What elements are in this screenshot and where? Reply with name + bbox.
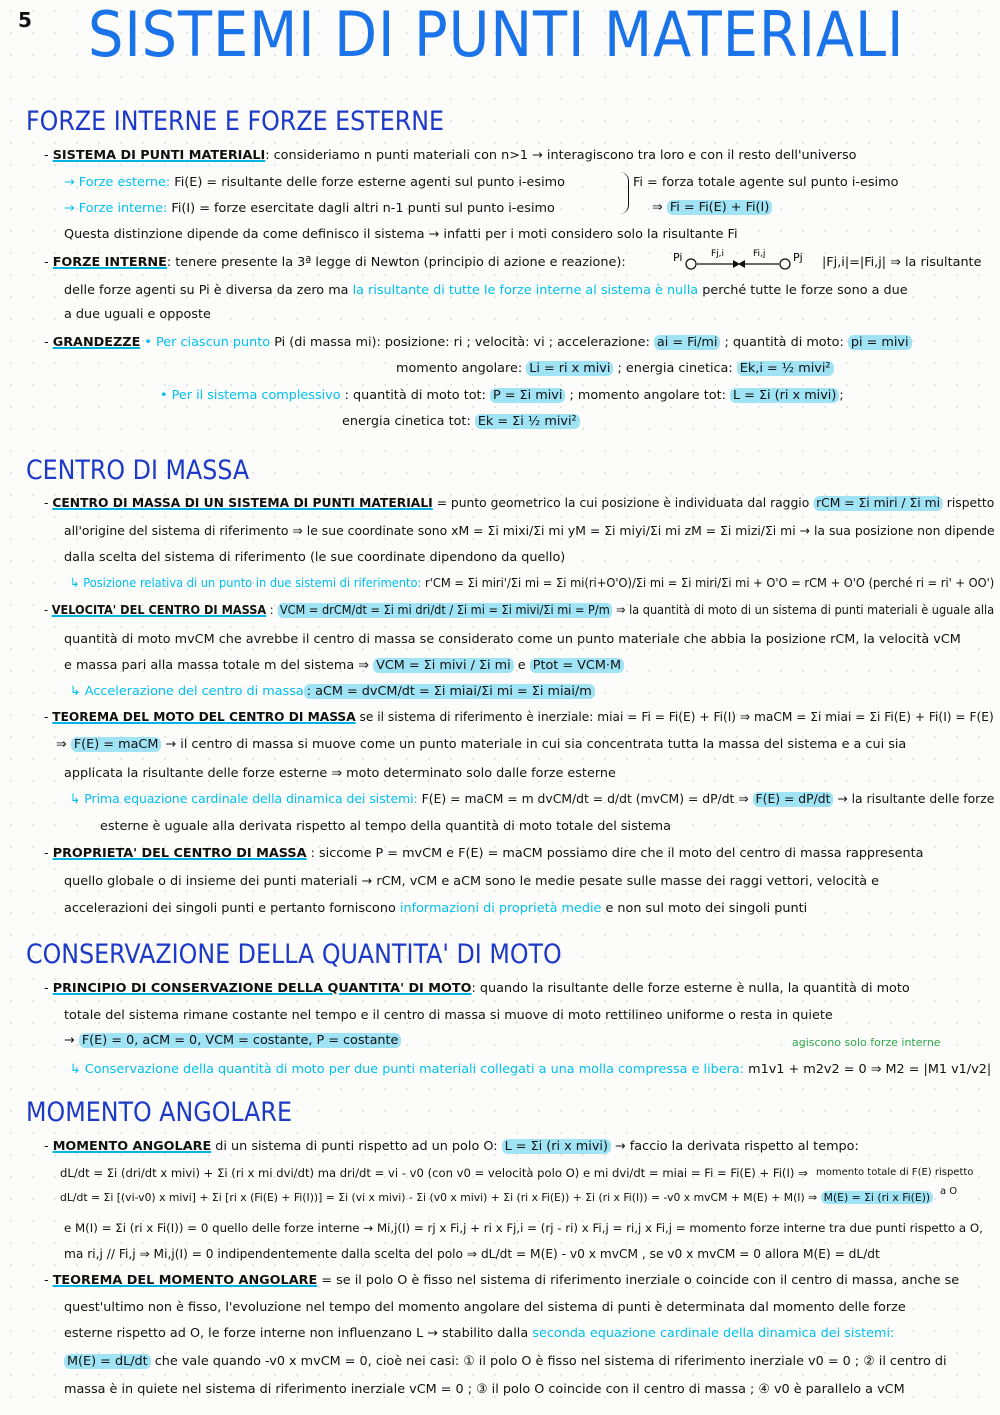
s2-l7-mid: e [517,658,526,673]
s3-l4-text: m1v1 + m2v2 = 0 ⇒ M2 = |M1 v1/v2| [748,1062,992,1077]
s1-l8-text: Pi (di massa mi): posizione: ri ; velocità: vi ; accelerazione: [274,335,650,350]
s1-l11-text: energia cinetica tot: [342,414,471,429]
formula-fe-dpdt: F(E) = dP/dt [753,792,834,807]
formula-vcm: VCM = drCM/dt = Σi mi dri/dt / Σi mi = Σi mivi/Σi mi = P/m [277,603,612,618]
forza-totale-formula [652,198,772,218]
formula-eki: Ek,i = ½ mivi² [737,361,834,376]
diagram-fji-label: Fj,i [711,249,725,259]
s4-l9-text: che vale quando -v0 x mvCM = 0, cioè nei casi: ① il polo O è fisso nel sistema di riferimento inerziale v0 = 0 ; ② il centro di [154,1354,947,1369]
note-forze-interne: agiscono solo forze interne [792,1036,941,1049]
term-teorema-moto-cm: TEOREMA DEL MOTO DEL CENTRO DI MASSA [52,710,356,725]
arrow-fij-head [738,260,745,268]
point-pi [686,259,696,269]
formula-p-tot: P = Σi mivi [490,388,565,403]
s2-line-8 [70,682,595,702]
s2-line-9: - TEOREMA DEL MOTO DEL CENTRO DI MASSA se il sistema di riferimento è inerziale: miai = Fi = Fi(E) + Fi(I) ⇒ maCM = Σi miai = Σi Fi(E) + Fi(I) = F(E) [44,710,994,725]
label-forze-interne: → Forze interne: [64,201,168,216]
formula-rcm: rCM = Σi miri / Σi mi [813,496,943,511]
diagram-pj-label: Pj [793,251,803,264]
s1-line-10 [160,386,844,406]
s1-l8-mid: ; quantità di moto: [724,335,844,350]
s2-line-13: esterne è uguale alla derivata rispetto al tempo della quantità di moto totale del sistema [100,819,671,834]
term-sistema-punti: SISTEMA DI PUNTI MATERIALI [52,148,266,163]
s2-l1-end: rispetto [946,496,995,511]
s1-l6-post: perché tutte le forze sono a due [702,283,908,298]
s1-l9-mid: ; energia cinetica: [617,361,733,376]
per-sistema-complessivo: • Per il sistema complessivo [160,388,341,403]
s2-l1-text: = punto geometrico la cui posizione è individuata dal raggio [436,496,810,511]
section-heading-conservazione: CONSERVAZIONE DELLA QUANTITA' DI MOTO [26,939,562,970]
s2-l9-text: se il sistema di riferimento è inerziale: miai = Fi = Fi(E) + Fi(I) ⇒ maCM = Σi miai = Σi Fi(E) + Fi(I) = F(E) [359,710,994,725]
s1-line-7: a due uguali e opposte [64,307,211,322]
accelerazione-cm-label: ↳ Accelerazione del centro di massa [70,684,304,699]
s2-l10-pre: ⇒ [56,737,67,752]
s1-line-3 [64,199,555,219]
s2-line-4 [70,574,994,594]
s2-line-10 [56,735,906,755]
s4-l3-text: dL/dt = Σi [(vi-v0) x mivi] + Σi [ri x (Fi(E) + Fi(I))] = Σi (vi x mivi) - Σi (v0 x mivi) + Σi (ri x Fi(E)) + Σi (ri x Fi(I)) = -v0 x mvCM + M(E) + M(I) ⇒ [60,1191,818,1204]
seconda-equazione-label: seconda equazione cardinale della dinamica dei sistemi: [532,1326,895,1341]
s1-l6-pre: delle forze agenti su Pi è diversa da zero ma [64,283,349,298]
s4-l1-text: di un sistema di punti rispetto ad un polo O: [215,1139,498,1154]
s2-l16-pre: accelerazioni dei singoli punti e pertanto forniscono [64,901,396,916]
s2-line-3: dalla scelta del sistema di riferimento (le sue coordinate dipendono da quello) [64,550,566,565]
s1-l10-mid: ; momento angolare tot: [569,388,726,403]
term-grandezze: GRANDEZZE [52,335,141,350]
formula-acm: : aCM = dvCM/dt = Σi miai/Σi mi = Σi miai/m [304,684,595,699]
formula-me: M(E) = Σi (ri x Fi(E)) [821,1191,934,1204]
page-title: SISTEMI DI PUNTI MATERIALI [88,0,905,71]
s4-line-5: ma ri,j // Fi,j ⇒ Mi,j(I) = 0 indipendentemente dalla scelta del polo ⇒ dL/dt = M(E) - v0 x mvCM , se v0 x mvCM = 0 allora M(E) = dL/dt [64,1247,880,1261]
formula-vcm-2: VCM = Σi mivi / Σi mi [373,658,514,673]
s2-line-11: applicata la risultante delle forze esterne ⇒ moto determinato solo dalle forze esterne [64,766,616,781]
s4-line-7: quest'ultimo non è fisso, l'evoluzione nel tempo del momento angolare del sistema di punti è determinata dal momento delle forze [64,1300,906,1315]
section-heading-momento-angolare: MOMENTO ANGOLARE [26,1097,292,1128]
term-forze-interne: FORZE INTERNE [52,255,167,270]
s1-line-1: - SISTEMA DI PUNTI MATERIALI: consideriamo n punti materiali con n>1 → interagiscono tra loro e con il resto dell'universo [44,148,857,163]
s2-l12-end: → la risultante delle forze [837,792,995,807]
s2-line-6: quantità di moto mvCM che avrebbe il centro di massa se considerato come un punto materiale che abbia la posizione rCM, la velocità vCM [64,632,961,647]
action-reaction-diagram [673,248,813,272]
formula-li: Li = ri x mivi [526,361,613,376]
conservazione-molla-label: ↳ Conservazione della quantità di moto per due punti materiali collegati a una molla compressa e libera: [70,1062,745,1077]
s3-line-2: totale del sistema rimane costante nel tempo e il centro di massa si muove di moto rettilineo uniforme o resta in quiete [64,1008,833,1023]
s1-line-5: - FORZE INTERNE: tenere presente la 3ª legge di Newton (principio di azione e reazione): [44,255,626,270]
s3-line-1: - PRINCIPIO DI CONSERVAZIONE DELLA QUANTITA' DI MOTO: quando la risultante delle forze esterne è nulla, la quantità di moto [44,981,910,996]
s1-line-2 [64,173,565,193]
s2-l12-text: F(E) = maCM = m dvCM/dt = d/dt (mvCM) = dP/dt ⇒ [421,792,749,807]
s4-line-3 [60,1188,933,1208]
diagram-fij-label: Fi,j [753,249,766,259]
s2-line-16 [64,899,807,919]
term-principio-conservazione: PRINCIPIO DI CONSERVAZIONE DELLA QUANTITA' DI MOTO [52,981,472,996]
s1-l5-text: : tenere presente la 3ª legge di Newton (principio di azione e reazione): [166,255,626,270]
s2-l5-text: ⇒ la quantità di moto di un sistema di punti materiali è uguale alla [616,603,995,618]
s2-l5-pre: : [269,603,274,618]
term-velocita-cm: VELOCITA' DEL CENTRO DI MASSA [51,603,267,618]
formula-l: L = Σi (ri x mivi) [502,1139,611,1154]
s1-line-4: Questa distinzione dipende da come definisco il sistema → infatti per i moti considero solo la risultante Fi [64,227,738,242]
s3-line-4 [70,1060,991,1080]
diagram-pi-label: Pi [673,251,683,264]
forze-esterne-def: Fi(E) = risultante delle forze esterne agenti sul punto i-esimo [174,175,565,190]
s1-line-9 [396,359,834,379]
formula-ai: ai = Fi/mi [654,335,721,350]
forze-interne-def: Fi(I) = forze esercitate dagli altri n-1 punti sul punto i-esimo [171,201,555,216]
prima-equazione-label: ↳ Prima equazione cardinale della dinamica dei sistemi: [70,792,418,807]
formula-pi: pi = mivi [848,335,912,350]
s1-l10-end: ; [839,388,844,403]
s3-line-3 [64,1031,401,1051]
formula-fe-macm: F(E) = maCM [71,737,162,752]
s4-note-a-o: a O [940,1186,958,1197]
per-ciascun-punto: • Per ciascun punto [144,335,271,350]
brace [620,172,629,214]
term-teorema-momento-angolare: TEOREMA DEL MOMENTO ANGOLARE [52,1273,318,1288]
section-heading-centro-massa: CENTRO DI MASSA [26,455,250,486]
s1-line-6 [64,281,908,301]
formula-me-dldt: M(E) = dL/dt [64,1354,151,1369]
s1-l10-text: : quantità di moto tot: [344,388,486,403]
info-proprieta-medie: informazioni di proprietà medie [399,901,602,916]
s2-line-14: - PROPRIETA' DEL CENTRO DI MASSA : siccome P = mvCM e F(E) = maCM possiamo dire che il moto del centro di massa rappresenta [44,846,924,861]
section-heading-forze: FORZE INTERNE E FORZE ESTERNE [26,106,445,137]
s4-line-10: massa è in quiete nel sistema di riferimento inerziale vCM = 0 ; ③ il polo O coincide con il centro di massa ; ④ v0 è parallelo a vCM [64,1382,905,1397]
s4-note-momento-totale: momento totale di F(E) rispetto [816,1167,974,1178]
s4-line-9 [64,1352,947,1372]
s4-l6-text: = se il polo O è fisso nel sistema di riferimento inerziale o coincide con il centro di massa, anche se [321,1273,960,1288]
s2-l14-text: : siccome P = mvCM e F(E) = maCM possiamo dire che il moto del centro di massa rappresenta [310,846,924,861]
formula-l-tot: L = Σi (ri x mivi) [730,388,839,403]
s2-line-5: - VELOCITA' DEL CENTRO DI MASSA : VCM = drCM/dt = Σi mi dri/dt / Σi mi = Σi mivi/Σi mi = P/m ⇒ la quantità di moto di un sistema di punti materiali è uguale alla [44,603,995,618]
s3-l1-text: : quando la risultante delle forze esterne è nulla, la quantità di moto [471,981,910,996]
term-momento-angolare: MOMENTO ANGOLARE [52,1139,212,1154]
s2-line-15: quello globale o di insieme dei punti materiali → rCM, vCM e aCM sono le medie pesate sulle masse dei raggi vettori, velocità e [64,874,880,889]
s2-line-1: - CENTRO DI MASSA DI UN SISTEMA DI PUNTI MATERIALI = punto geometrico la cui posizione è individuata dal raggio rCM = Σi miri / Σi mi rispetto [44,496,995,511]
s2-l16-post: e non sul moto dei singoli punti [605,901,808,916]
s4-l8-pre: esterne rispetto ad O, le forze interne non influenzano L → stabilito dalla [64,1326,529,1341]
conservation-conditions: F(E) = 0, aCM = 0, VCM = costante, P = costante [79,1033,402,1048]
s2-l7-text: e massa pari alla massa totale m del sistema ⇒ [64,658,369,673]
term-proprieta-cm: PROPRIETA' DEL CENTRO DI MASSA [52,846,307,861]
s2-l10-text: → il centro di massa si muove come un punto materiale in cui sia concentrata tutta la massa del sistema e a cui sia [165,737,907,752]
s4-line-2: dL/dt = Σi (dri/dt x mivi) + Σi (ri x mi dvi/dt) ma dri/dt = vi - v0 (con v0 = velocità polo O) e mi dvi/dt = miai = Fi = Fi(E) + Fi(I) ⇒ [60,1166,808,1180]
s2-l4-text: r'CM = Σi miri'/Σi mi = Σi mi(ri+O'O)/Σi mi = Σi miri/Σi mi + O'O = rCM + O'O (perché ri = ri' + OO') [424,576,995,591]
term-centro-massa: CENTRO DI MASSA DI UN SISTEMA DI PUNTI MATERIALI [52,496,433,511]
s4-line-8 [64,1324,894,1344]
s1-line-11 [342,412,580,432]
s3-l3-pre: → [64,1033,75,1048]
formula-ptot: Ptot = VCM·M [530,658,624,673]
s4-l1-end: → faccio la derivata rispetto al tempo: [615,1139,859,1154]
s1-l5-right: |Fj,i|=|Fi,j| ⇒ la risultante [822,255,982,270]
s2-line-12 [70,790,994,810]
s4-line-4: e M(I) = Σi (ri x Fi(I)) = 0 quello delle forze interne → Mi,j(I) = rj x Fi,j + ri x Fj,i = (rj - ri) x Fi,j = ri,j x Fi,j = momento forze interne tra due punti rispetto a O, [64,1221,983,1235]
s1-l9-text: momento angolare: [396,361,523,376]
formula-ek-tot: Ek = Σi ½ mivi² [475,414,580,429]
forza-totale-def: Fi = forza totale agente sul punto i-esimo [633,175,899,190]
s2-line-7 [64,656,624,676]
point-pj [780,259,790,269]
s1-l1-text: : consideriamo n punti materiali con n>1 → interagiscono tra loro e con il resto dell'universo [265,148,857,163]
s2-line-2: all'origine del sistema di riferimento ⇒ le sue coordinate sono xM = Σi mixi/Σi mi yM = Σi miyi/Σi mi zM = Σi mizi/Σi mi → la sua posizione non dipende [64,524,995,539]
label-forze-esterne: → Forze esterne: [64,175,171,190]
s1-line-8: - GRANDEZZE • Per ciascun punto Pi (di massa mi): posizione: ri ; velocità: vi ; accelerazione: ai = Fi/mi ; quantità di moto: pi = mivi [44,333,912,353]
implies-symbol: ⇒ [652,200,663,215]
s1-l6-highlight: la risultante di tutte le forze interne al sistema è nulla [352,283,699,298]
formula-fi: Fi = Fi(E) + Fi(I) [667,200,773,215]
s4-line-1: - MOMENTO ANGOLARE di un sistema di punti rispetto ad un polo O: L = Σi (ri x mivi) → faccio la derivata rispetto al tempo: [44,1139,859,1154]
posizione-relativa-label: ↳ Posizione relativa di un punto in due sistemi di riferimento: [70,576,422,591]
s4-line-6: - TEOREMA DEL MOMENTO ANGOLARE = se il polo O è fisso nel sistema di riferimento inerziale o coincide con il centro di massa, anche se [44,1273,960,1288]
page-number: 5 [18,8,32,32]
